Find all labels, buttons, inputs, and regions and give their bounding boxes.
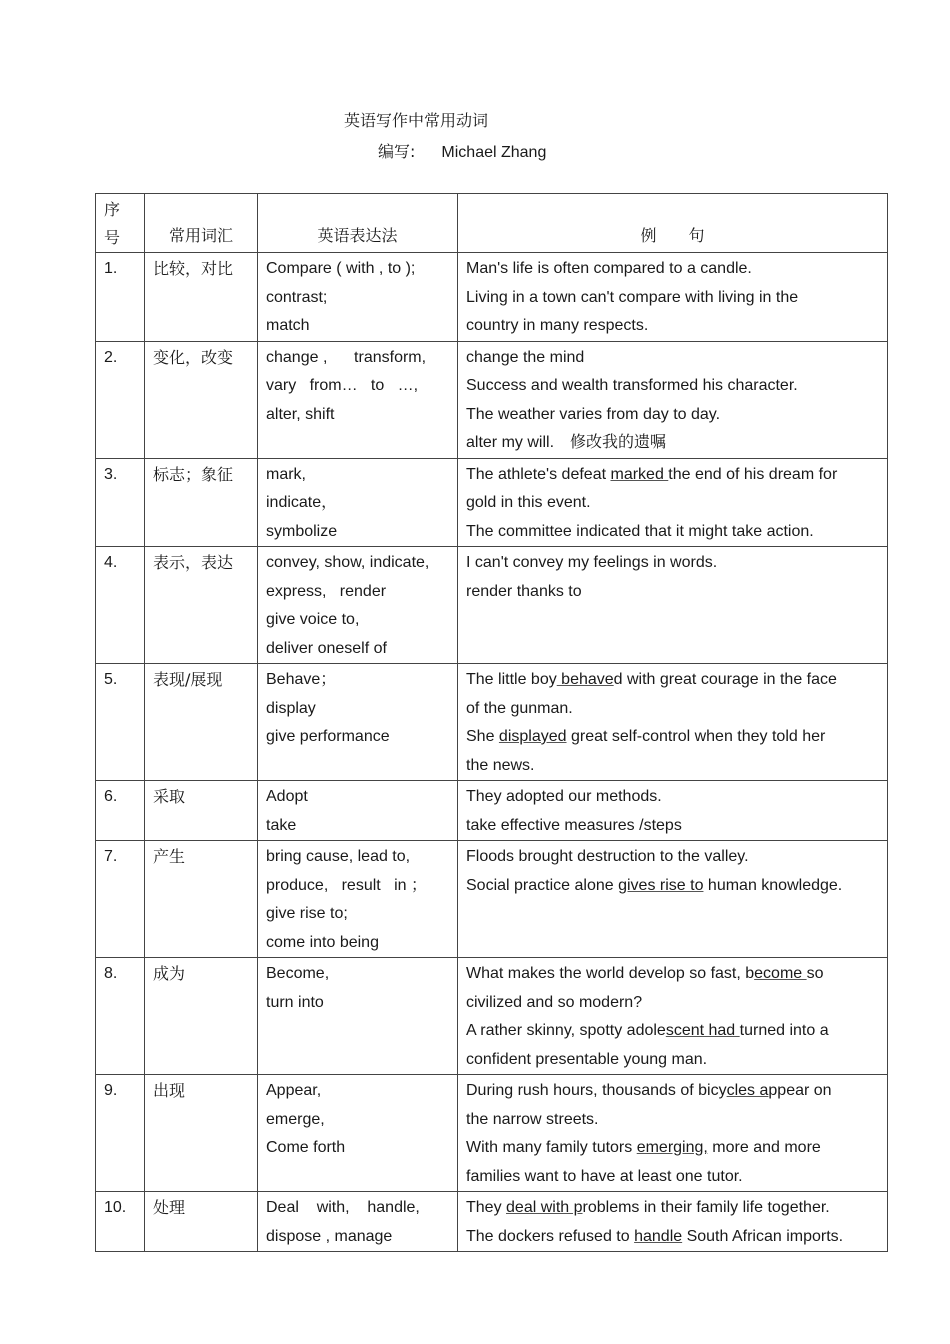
table-row — [96, 1075, 888, 1192]
example-line: render thanks to — [466, 582, 582, 600]
verb-table — [95, 193, 888, 1252]
page-title: 英语写作中常用动词 — [344, 111, 489, 130]
example-line: Man's life is often compared to a candle. — [466, 260, 752, 277]
row-expressions — [258, 958, 458, 1075]
row-expressions — [258, 841, 458, 958]
header-num-line2: 号 — [104, 228, 121, 247]
row-examples — [458, 781, 888, 841]
table-row — [96, 253, 888, 342]
example-line: They deal with problems in their family life together. — [466, 1199, 830, 1216]
expression-line: Adopt — [266, 788, 308, 805]
example-line: The weather varies from day to day. — [466, 405, 721, 423]
header-vocab: 常用词汇 — [145, 194, 258, 253]
expression-line: come into being — [266, 933, 379, 951]
expression-line: contrast; — [266, 288, 328, 306]
row-expressions — [258, 664, 458, 781]
row-examples — [458, 458, 888, 547]
row-number: 2. — [96, 341, 145, 458]
example-line: country in many respects. — [466, 317, 649, 334]
table-row — [96, 664, 888, 781]
row-expressions — [258, 1192, 458, 1252]
example-line: Social practice alone gives rise to human knowledge. — [466, 876, 843, 894]
expression-line: Behave； — [266, 671, 337, 688]
expression-line: Deal with, handle, — [266, 1199, 420, 1216]
row-expressions — [258, 1075, 458, 1192]
expression-line: bring cause, lead to, — [266, 848, 411, 865]
table-row — [96, 1192, 888, 1252]
example-line: A rather skinny, spotty adolescent had turned into a — [466, 1022, 829, 1039]
expression-line: dispose , manage — [266, 1227, 393, 1245]
table-row — [96, 458, 888, 547]
example-line: I can't convey my feelings in words. — [466, 554, 718, 571]
expression-line: deliver oneself of — [266, 639, 387, 657]
expression-line: Become, — [266, 965, 330, 982]
expression-line: produce, result in ； — [266, 876, 427, 894]
table-header-row — [96, 194, 888, 253]
expression-line: emerge, — [266, 1110, 325, 1128]
expression-line: Appear, — [266, 1082, 322, 1099]
example-line: The athlete's defeat marked the end of his dream for — [466, 465, 838, 483]
expression-line: symbolize — [266, 522, 338, 540]
expression-line: display — [266, 699, 316, 717]
row-vocab: 表现/展现 — [145, 664, 258, 781]
example-line: families want to have at least one tutor. — [466, 1167, 743, 1185]
row-examples — [458, 547, 888, 664]
expression-line: convey, show, indicate, — [266, 554, 430, 571]
row-vocab: 出现 — [145, 1075, 258, 1192]
example-line: change the mind — [466, 348, 585, 366]
row-number: 9. — [96, 1075, 145, 1192]
row-number: 1. — [96, 253, 145, 342]
row-examples — [458, 1075, 888, 1192]
example-line: The little boy behaved with great courage in the face — [466, 671, 837, 688]
expression-line: take — [266, 816, 297, 834]
author-line — [378, 139, 546, 162]
row-number: 8. — [96, 958, 145, 1075]
table-row — [96, 958, 888, 1075]
expression-line: change , transform, — [266, 348, 427, 366]
row-number: 6. — [96, 781, 145, 841]
row-number: 3. — [96, 458, 145, 547]
example-line: confident presentable young man. — [466, 1050, 708, 1068]
expression-line: Come forth — [266, 1139, 346, 1156]
row-vocab: 变化，改变 — [145, 341, 258, 458]
row-vocab: 采取 — [145, 781, 258, 841]
row-examples — [458, 1192, 888, 1252]
row-examples — [458, 341, 888, 458]
table-row — [96, 547, 888, 664]
example-line: Living in a town can't compare with living in the — [466, 288, 799, 306]
row-examples — [458, 958, 888, 1075]
table-row — [96, 781, 888, 841]
row-vocab: 成为 — [145, 958, 258, 1075]
table-row — [96, 341, 888, 458]
row-expressions — [258, 781, 458, 841]
row-examples — [458, 664, 888, 781]
example-line: Floods brought destruction to the valley. — [466, 848, 749, 865]
expression-line: match — [266, 317, 310, 334]
example-line: take effective measures /steps — [466, 816, 682, 834]
row-expressions — [258, 458, 458, 547]
example-line: gold in this event. — [466, 494, 591, 511]
row-examples — [458, 841, 888, 958]
row-expressions — [258, 341, 458, 458]
example-line: civilized and so modern? — [466, 993, 643, 1011]
row-vocab: 标志；象征 — [145, 458, 258, 547]
expression-line: turn into — [266, 993, 324, 1011]
example-line: With many family tutors emerging, more and more — [466, 1139, 821, 1156]
row-number: 7. — [96, 841, 145, 958]
example-line: During rush hours, thousands of bicycles appear on — [466, 1082, 832, 1099]
expression-line: indicate， — [266, 494, 338, 511]
example-line: the narrow streets. — [466, 1110, 599, 1128]
example-line: She displayed great self-control when they told her — [466, 728, 826, 745]
example-line: of the gunman. — [466, 699, 573, 717]
example-line: alter my will. 修改我的遗嘱 — [466, 434, 667, 451]
header-example: 例 句 — [458, 194, 888, 253]
row-expressions — [258, 253, 458, 342]
row-examples — [458, 253, 888, 342]
row-expressions — [258, 547, 458, 664]
expression-line: express, render — [266, 582, 387, 600]
expression-line: give rise to; — [266, 905, 348, 922]
expression-line: alter, shift — [266, 405, 335, 423]
example-line: The committee indicated that it might take action. — [466, 522, 814, 540]
expression-line: vary from… to …, — [266, 377, 419, 394]
row-vocab: 表示，表达 — [145, 547, 258, 664]
row-vocab: 处理 — [145, 1192, 258, 1252]
table-row — [96, 841, 888, 958]
row-number: 10. — [96, 1192, 145, 1252]
author-name: Michael Zhang — [441, 144, 547, 161]
header-num-line1: 序 — [104, 200, 121, 219]
row-number: 4. — [96, 547, 145, 664]
example-line: The dockers refused to handle South African imports. — [466, 1227, 844, 1245]
expression-line: give voice to, — [266, 611, 360, 628]
example-line: They adopted our methods. — [466, 788, 662, 805]
header-num — [96, 194, 145, 253]
expression-line: mark, — [266, 465, 306, 483]
example-line: What makes the world develop so fast, become so — [466, 965, 824, 982]
row-vocab: 比较，对比 — [145, 253, 258, 342]
row-number: 5. — [96, 664, 145, 781]
author-label: 编写: — [378, 142, 416, 161]
expression-line: Compare ( with , to ); — [266, 260, 416, 277]
expression-line: give performance — [266, 728, 390, 745]
example-line: the news. — [466, 756, 535, 774]
header-expression: 英语表达法 — [258, 194, 458, 253]
example-line: Success and wealth transformed his character. — [466, 377, 798, 394]
row-vocab: 产生 — [145, 841, 258, 958]
